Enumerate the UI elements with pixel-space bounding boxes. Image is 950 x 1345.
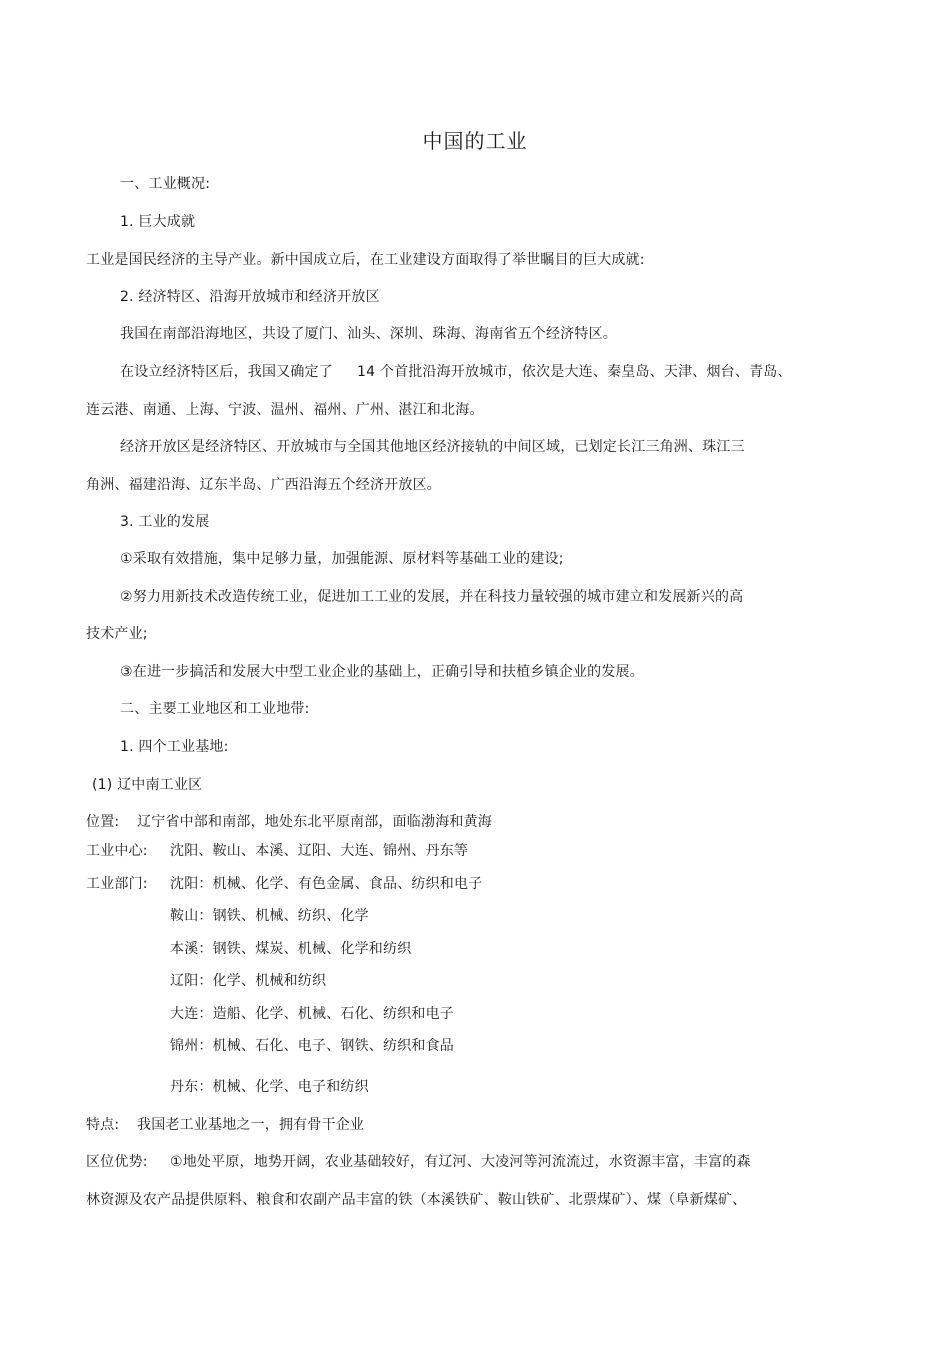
department-shenyang: 沈阳：机械、化学、有色金属、食品、纺织和电子	[170, 876, 483, 892]
section-2-heading: 二、主要工业地区和工业地带:	[120, 701, 310, 717]
departments-label: 工业部门:	[86, 876, 148, 892]
department-liaoyang: 辽阳：化学、机械和纺织	[170, 973, 327, 989]
subsection-1-2-heading: 2. 经济特区、沿海开放城市和经济开放区	[120, 289, 380, 305]
paragraph-open-zones-line-2: 角洲、福建沿海、辽东半岛、广西沿海五个经济开放区。	[86, 477, 441, 493]
location-label: 位置:	[86, 814, 120, 830]
department-jinzhou: 锦州：机械、石化、电子、钢铁、纺织和食品	[170, 1038, 454, 1054]
development-item-2-line-2: 技术产业;	[86, 626, 148, 642]
advantages-text-line-1: ①地处平原，地势开阔，农业基础较好，有辽河、大凌河等河流流过，水资源丰富，丰富的森	[170, 1154, 751, 1170]
department-benxi: 本溪：钢铁、煤炭、机械、化学和纺织	[170, 941, 412, 957]
advantages-text-line-2: 林资源及农产品提供原料、粮食和农副产品丰富的铁（本溪铁矿、鞍山铁矿、北票煤矿）、煤（阜新煤矿、	[86, 1192, 747, 1208]
development-item-1: ①采取有效措施，集中足够力量，加强能源、原材料等基础工业的建设;	[120, 551, 564, 567]
paragraph-achievement: 工业是国民经济的主导产业。新中国成立后，在工业建设方面取得了举世瞩目的巨大成就:	[86, 252, 645, 268]
paragraph-open-cities-line-1	[120, 363, 792, 381]
advantages-label: 区位优势:	[86, 1154, 148, 1170]
open-cities-text-a: 在设立经济特区后，我国又确定了	[120, 364, 333, 380]
department-dalian: 大连：造船、化学、机械、石化、纺织和电子	[170, 1006, 454, 1022]
development-item-2-line-1: ②努力用新技术改造传统工业，促进加工工业的发展，并在科技力量较强的城市建立和发展新兴的高	[120, 589, 744, 605]
liaozhongnan-heading: (1) 辽中南工业区	[92, 777, 203, 793]
document-title: 中国的工业	[422, 129, 528, 153]
features-text: 我国老工业基地之一，拥有骨干企业	[137, 1117, 365, 1133]
subsection-2-1-heading: 1. 四个工业基地:	[120, 739, 229, 755]
section-1-heading: 一、工业概况:	[120, 176, 211, 192]
centers-label: 工业中心:	[86, 843, 148, 859]
open-cities-text-b: 14 个首批沿海开放城市，依次是大连、秦皇岛、天津、烟台、青岛、	[357, 364, 792, 380]
paragraph-open-cities-line-2: 连云港、南通、上海、宁波、温州、福州、广州、湛江和北海。	[86, 402, 484, 418]
department-anshan: 鞍山：钢铁、机械、纺织、化学	[170, 908, 369, 924]
location-text: 辽宁省中部和南部，地处东北平原南部，面临渤海和黄海	[137, 814, 492, 830]
paragraph-special-zones: 我国在南部沿海地区，共设了厦门、汕头、深圳、珠海、海南省五个经济特区。	[120, 326, 617, 342]
subsection-1-1-heading: 1. 巨大成就	[120, 214, 196, 230]
development-item-3: ③在进一步搞活和发展大中型工业企业的基础上，正确引导和扶植乡镇企业的发展。	[120, 664, 644, 680]
department-dandong: 丹东：机械、化学、电子和纺织	[170, 1079, 369, 1095]
features-label: 特点:	[86, 1117, 120, 1133]
paragraph-open-zones-line-1: 经济开放区是经济特区、开放城市与全国其他地区经济接轨的中间区域，已划定长江三角洲、珠江三	[120, 439, 745, 455]
centers-text: 沈阳、鞍山、本溪、辽阳、大连、锦州、丹东等	[170, 843, 469, 859]
subsection-1-3-heading: 3. 工业的发展	[120, 514, 210, 530]
